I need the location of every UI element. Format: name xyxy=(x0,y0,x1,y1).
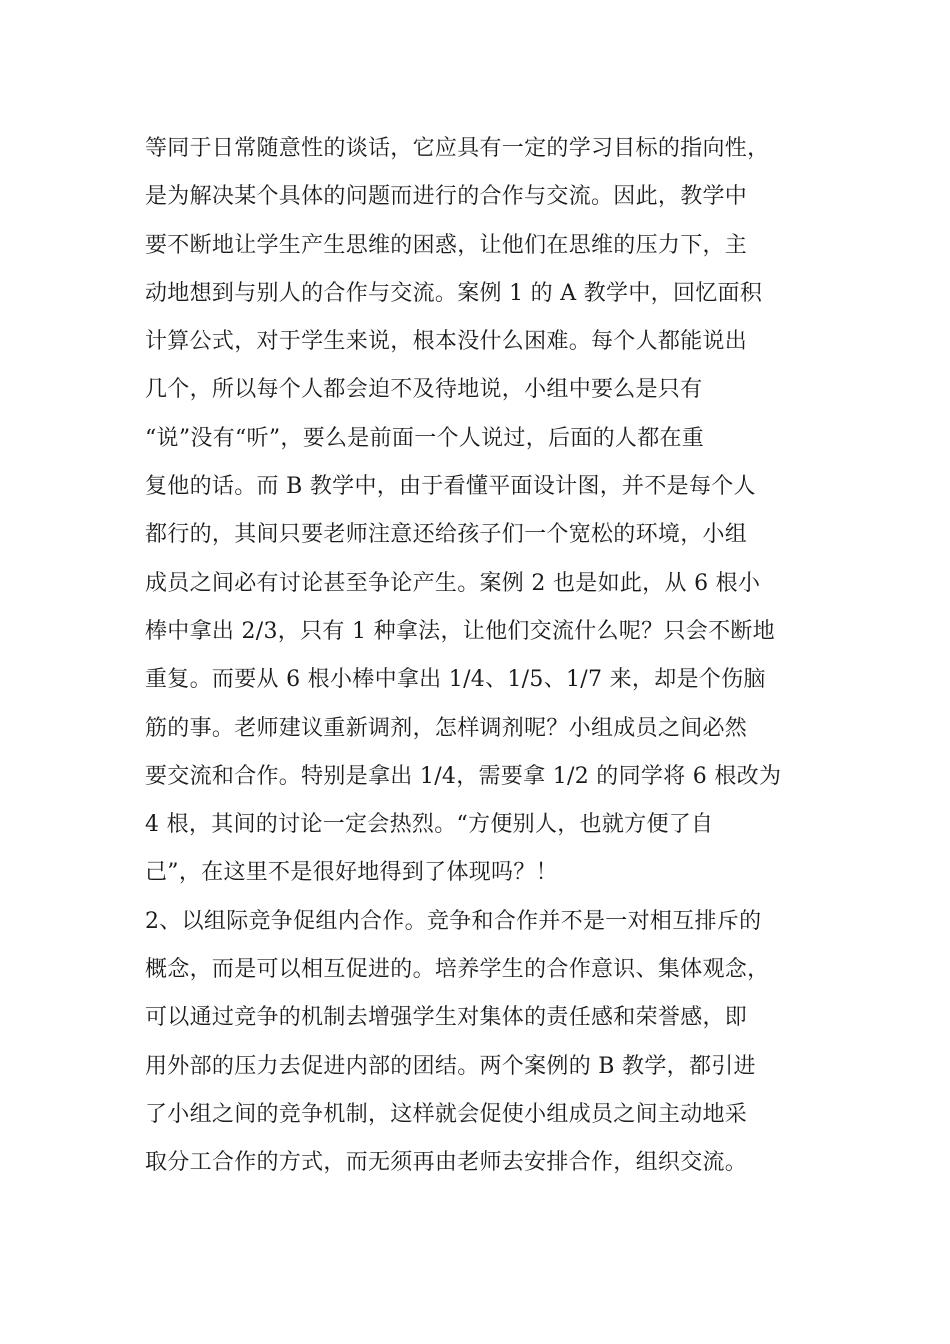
text-line: 都行的，其间只要老师注意还给孩子们一个宽松的环境，小组 xyxy=(145,522,748,548)
text-line: 可以通过竞争的机制去增强学生对集体的责任感和荣誉感，即 xyxy=(145,1005,748,1031)
text-line: 取分工合作的方式，而无须再由老师去安排合作，组织交流。 xyxy=(145,1150,748,1176)
text-line: 等同于日常随意性的谈话，它应具有一定的学习目标的指向性， xyxy=(145,136,770,161)
text-line: 要不断地让学生产生思维的困惑，让他们在思维的压力下，主 xyxy=(145,232,748,258)
text-line: 几个，所以每个人都会迫不及待地说，小组中要么是只有 xyxy=(145,377,703,403)
text-line: 复他的话。而 B 教学中，由于看懂平面设计图，并不是每个人 xyxy=(145,474,756,500)
section-heading-line: 2、以组际竞争促组内合作。竞争和合作并不是一对相互排斥的 xyxy=(145,908,762,934)
text-line: 要交流和合作。特别是拿出 1/4，需要拿 1/2 的同学将 6 根改为 xyxy=(145,763,782,789)
text-line: 用外部的压力去促进内部的团结。两个案例的 B 教学，都引进 xyxy=(145,1053,756,1079)
text-line: 重复。而要从 6 根小棒中拿出 1/4、1/5、1/7 来，却是个伤脑 xyxy=(145,667,766,693)
text-line: 4 根，其间的讨论一定会热烈。“方便别人，也就方便了自 xyxy=(145,812,714,838)
text-line: 己”，在这里不是很好地得到了体现吗？！ xyxy=(145,860,558,886)
text-line: 棒中拿出 2/3，只有 1 种拿法，让他们交流什么呢？只会不断地 xyxy=(145,618,775,644)
text-line: 概念，而是可以相互促进的。培养学生的合作意识、集体观念， xyxy=(145,957,770,983)
text-line: 成员之间必有讨论甚至争论产生。案例 2 也是如此，从 6 根小 xyxy=(145,570,761,596)
text-line: 是为解决某个具体的问题而进行的合作与交流。因此，教学中 xyxy=(145,184,748,210)
body-text xyxy=(145,125,825,1188)
text-line: 筋的事。老师建议重新调剂，怎样调剂呢？小组成员之间必然 xyxy=(145,715,748,741)
text-line: 动地想到与别人的合作与交流。案例 1 的 A 教学中，回忆面积 xyxy=(145,280,763,306)
text-line: 了小组之间的竞争机制，这样就会促使小组成员之间主动地采 xyxy=(145,1101,748,1127)
text-line: 计算公式，对于学生来说，根本没什么困难。每个人都能说出 xyxy=(145,329,748,355)
text-line: “说”没有“听”，要么是前面一个人说过，后面的人都在重 xyxy=(145,425,705,451)
